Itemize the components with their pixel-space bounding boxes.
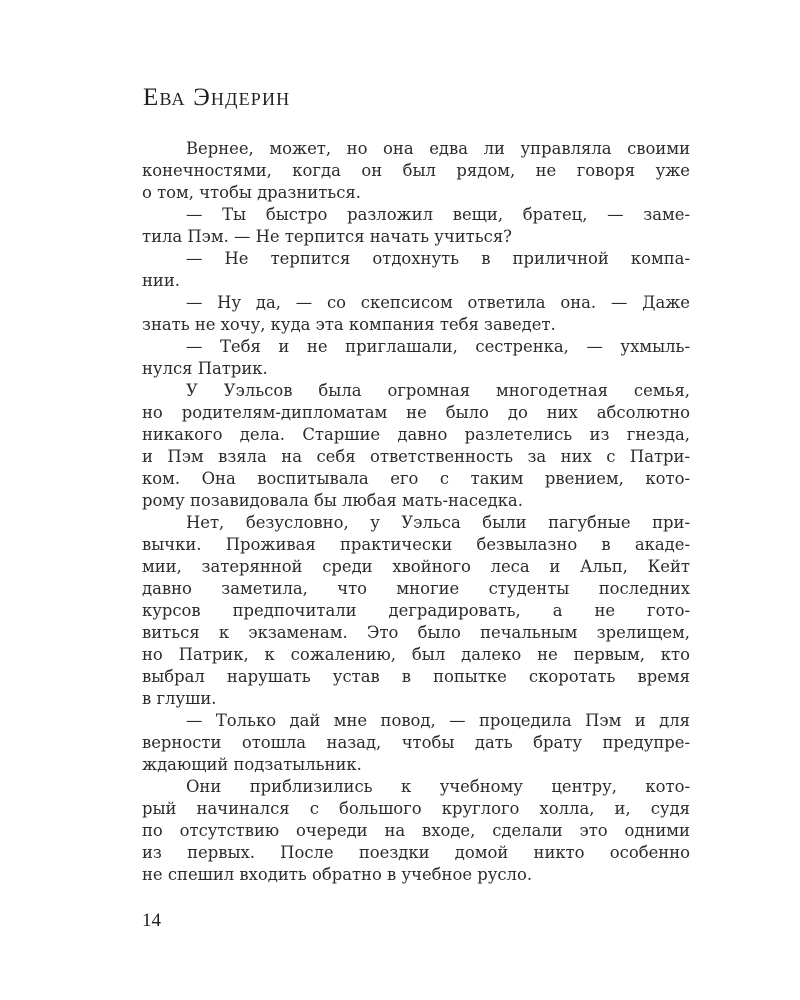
text-line: никакого дела. Старшие давно разлетелись из гнезда,: [142, 425, 690, 444]
text-line: — Только дай мне повод, — процедила Пэм и для: [186, 711, 690, 730]
running-head-author: Ева Эндерин: [143, 84, 291, 111]
text-line: но родителям-дипломатам не было до них абсолютно: [142, 403, 690, 422]
text-line: знать не хочу, куда эта компания тебя заведет.: [142, 315, 556, 334]
text-line: курсов предпочитали деградировать, а не гото-: [142, 601, 690, 620]
text-line: ждающий подзатыльник.: [142, 755, 362, 774]
body-text: [142, 138, 690, 886]
text-line: не спешил входить обратно в учебное русло.: [142, 865, 533, 884]
text-line: — Ты быстро разложил вещи, братец, — заме-: [186, 205, 690, 224]
text-line: верности отошла назад, чтобы дать брату предупре-: [142, 733, 690, 752]
text-line: о том, чтобы дразниться.: [142, 183, 361, 202]
text-line: — Тебя и не приглашали, сестренка, — ухмыль-: [186, 337, 690, 356]
text-line: виться к экзаменам. Это было печальным зрелищем,: [142, 623, 690, 642]
text-line: мии, затерянной среди хвойного леса и Альп, Кейт: [142, 557, 690, 576]
text-line: Вернее, может, но она едва ли управляла своими: [186, 139, 690, 158]
text-line: У Уэльсов была огромная многодетная семья,: [186, 381, 690, 400]
text-line: нулся Патрик.: [142, 359, 268, 378]
text-line: конечностями, когда он был рядом, не говоря уже: [142, 161, 690, 180]
text-line: но Патрик, к сожалению, был далеко не первым, кто: [142, 645, 690, 664]
text-line: по отсутствию очереди на входе, сделали это одними: [142, 821, 690, 840]
text-line: — Ну да, — со скепсисом ответила она. — Даже: [186, 293, 690, 312]
text-line: давно заметила, что многие студенты последних: [142, 579, 690, 598]
text-line: — Не терпится отдохнуть в приличной компа-: [186, 249, 690, 268]
text-line: рому позавидовала бы любая мать-наседка.: [142, 491, 523, 510]
page-number: 14: [142, 910, 161, 931]
text-line: вычки. Проживая практически безвылазно в акаде-: [142, 535, 690, 554]
text-line: рый начинался с большого круглого холла, и, судя: [142, 799, 690, 818]
text-line: Нет, безусловно, у Уэльса были пагубные при-: [186, 513, 690, 532]
text-line: и Пэм взяла на себя ответственность за них с Патри-: [142, 447, 690, 466]
text-line: Они приблизились к учебному центру, кото-: [186, 777, 690, 796]
text-line: выбрал нарушать устав в попытке скоротать время: [142, 667, 690, 686]
text-line: тила Пэм. — Не терпится начать учиться?: [142, 227, 512, 246]
text-line: в глуши.: [142, 689, 217, 708]
text-line: из первых. После поездки домой никто особенно: [142, 843, 690, 862]
text-line: ком. Она воспитывала его с таким рвением, кото-: [142, 469, 690, 488]
text-line: нии.: [142, 271, 180, 290]
